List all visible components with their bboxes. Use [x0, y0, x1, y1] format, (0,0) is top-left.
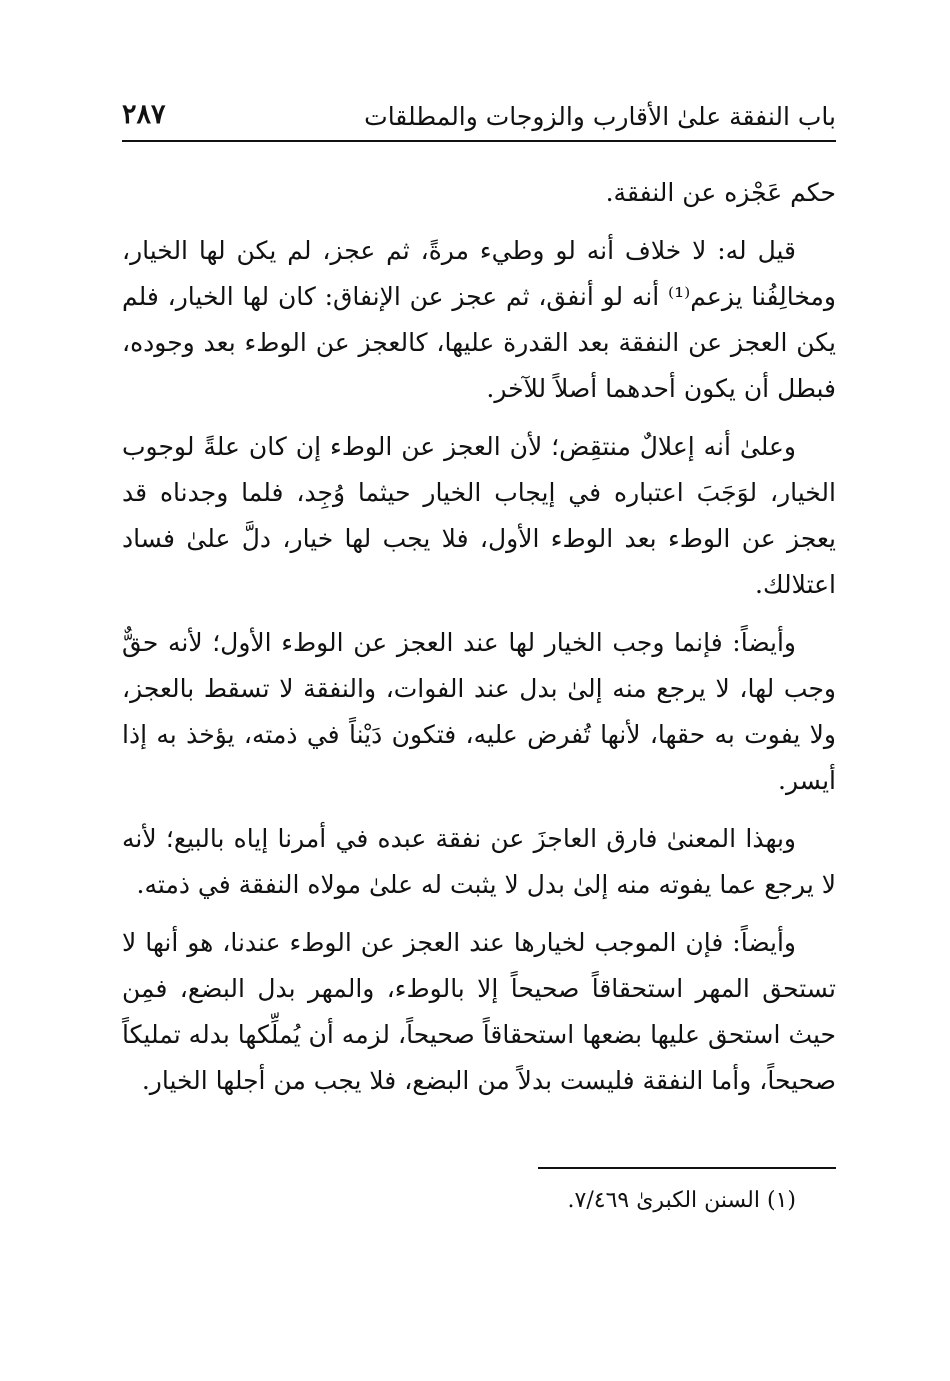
- paragraph: حكم عَجْزه عن النفقة.: [605, 178, 836, 207]
- footnote-divider: [538, 1167, 836, 1169]
- footnote: (١) السنن الكبرىٰ ٧/٤٦٩.: [567, 1188, 796, 1213]
- header-divider: [122, 140, 836, 142]
- running-header: [122, 96, 836, 140]
- paragraph: وبهذا المعنىٰ فارق العاجزَ عن نفقة عبده في أمرنا إياه بالبيع؛ لأنه لا يرجع عما يفوته منه إلىٰ بدل لا يثبت له علىٰ مولاه النفقة في ذمته.: [122, 824, 836, 899]
- chapter-title: باب النفقة علىٰ الأقارب والزوجات والمطلقات: [364, 102, 836, 131]
- paragraph: وأيضاً: فإن الموجب لخيارها عند العجز عن الوطء عندنا، هو أنها لا تستحق المهر استحقاقاً صحيحاً إلا بالوطء، والمهر بدل البضع، فمِن حيث استحق عليها بضعها استحقاقاً صحيحاً، لزمه أن يُملِّكها بدله تمليكاً صحيحاً، وأما النفقة فليست بدلاً من البضع، فلا يجب من أجلها الخيار.: [122, 928, 836, 1095]
- paragraph: وعلىٰ أنه إعلالٌ منتقِض؛ لأن العجز عن الوطء إن كان علةً لوجوب الخيار، لوَجَبَ اعتباره في إيجاب الخيار حيثما وُجِد، فلما وجدناه قد يعجز عن الوطء بعد الوطء الأول، فلا يجب لها خيار، دلَّ علىٰ فساد اعتلالك.: [122, 432, 836, 599]
- paragraph: وأيضاً: فإنما وجب الخيار لها عند العجز عن الوطء الأول؛ لأنه حقٌّ وجب لها، لا يرجع منه إلىٰ بدل عند الفوات، والنفقة لا تسقط بالعجز، ولا يفوت به حقها، لأنها تُفرض عليه، فتكون دَيْناً في ذمته، يؤخذ به إذا أيسر.: [122, 628, 836, 795]
- main-text: [122, 170, 836, 1116]
- paragraph: قيل له: لا خلاف أنه لو وطيء مرةً، ثم عجز، لم يكن لها الخيار، ومخالِفُنا يزعم⁽¹⁾ أنه لو أنفق، ثم عجز عن الإنفاق: كان لها الخيار، فلم يكن العجز عن النفقة بعد القدرة عليها، كالعجز عن الوطء بعد وجوده، فبطل أن يكون أحدهما أصلاً للآخر.: [122, 236, 836, 403]
- page-number: ٢٨٧: [122, 99, 166, 130]
